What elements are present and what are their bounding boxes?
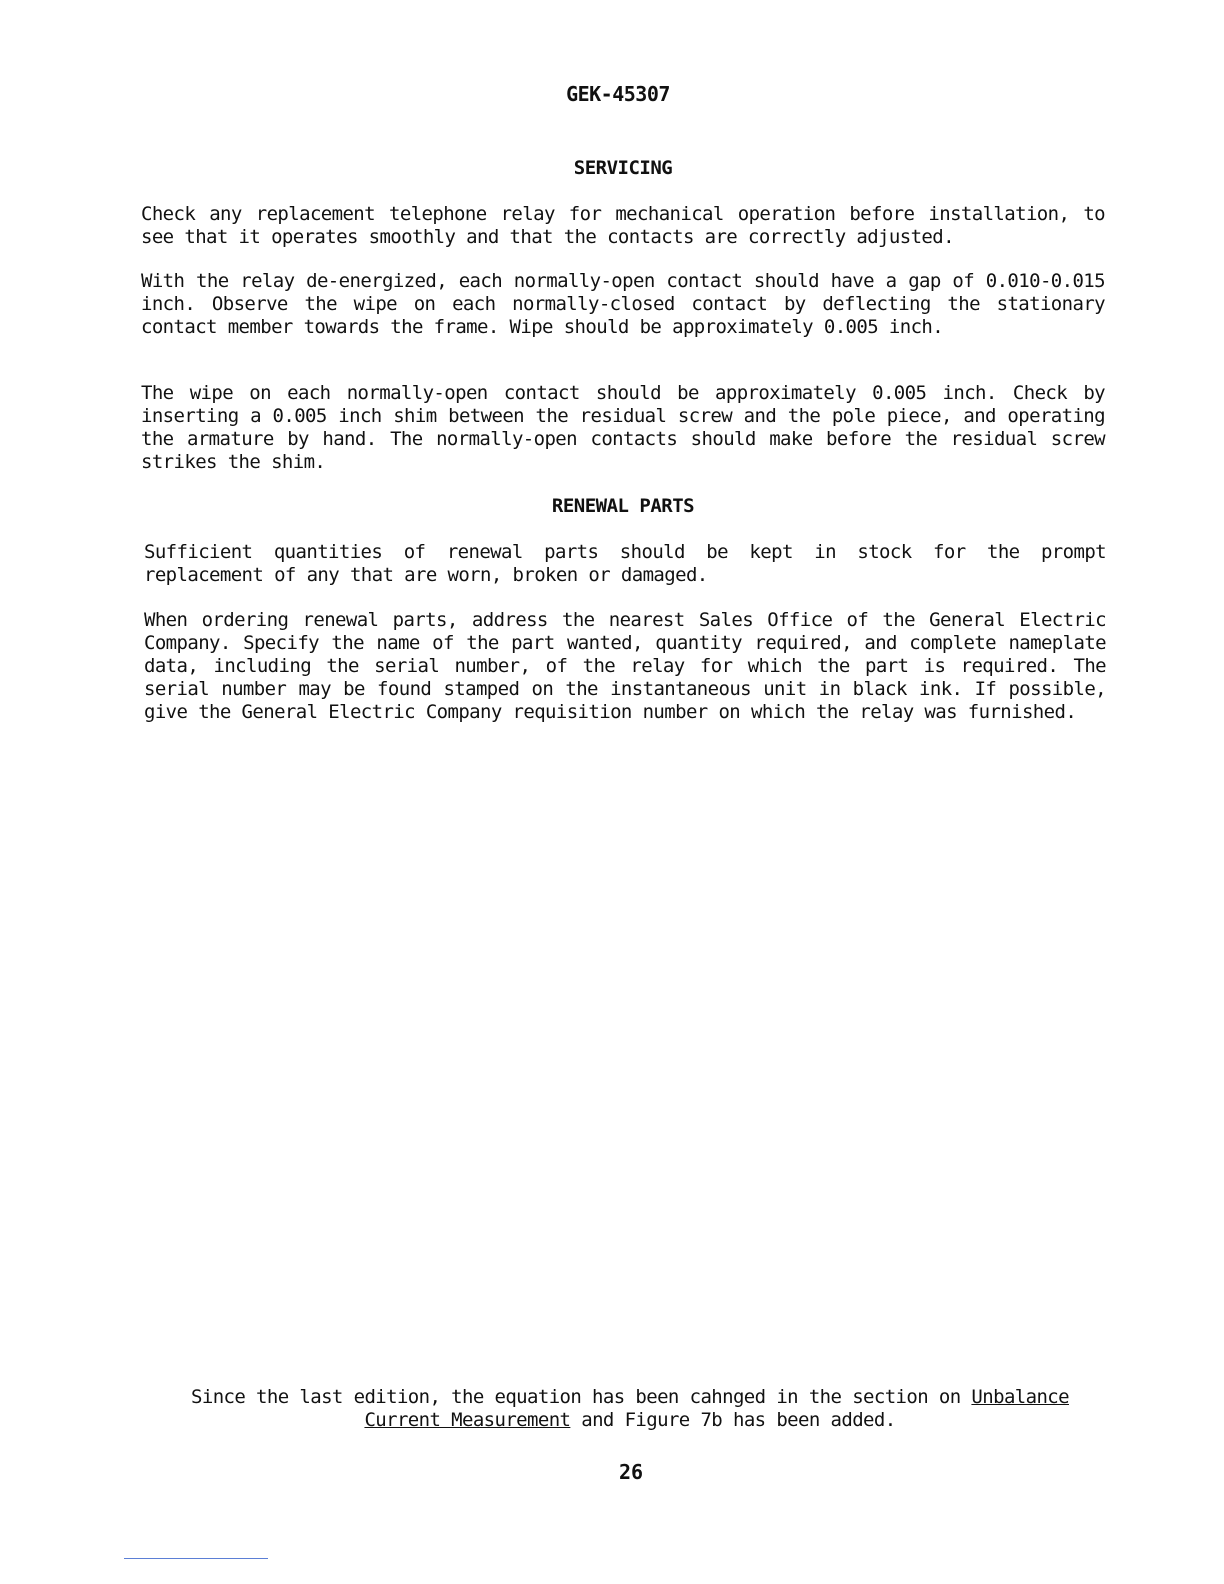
servicing-paragraph-1: Check any replacement telephone relay for mechanical operation before installation, to see that it operates smoothly and that the contacts are correctly adjusted. bbox=[141, 203, 1105, 248]
renewal-parts-heading: RENEWAL PARTS bbox=[551, 495, 695, 517]
renewal-paragraph-1: Sufficient quantities of renewal parts should be kept in stock for the prompt replacement of any that are worn, broken or damaged. bbox=[144, 541, 1106, 586]
revision-note bbox=[150, 1386, 1110, 1432]
servicing-heading: SERVICING bbox=[573, 157, 673, 179]
servicing-paragraph-3: The wipe on each normally-open contact should be approximately 0.005 inch. Check by inserting a 0.005 inch shim between the residual screw and the pole piece, and operating the armature by hand. The normally-open contacts should make before the residual screw strikes the shim. bbox=[141, 382, 1105, 473]
page-number: 26 bbox=[618, 1460, 644, 1484]
servicing-paragraph-2: With the relay de-energized, each normally-open contact should have a gap of 0.010-0.015 inch. Observe the wipe on each normally-closed contact by deflecting the stationary contact member towards the frame. Wipe should be approximately 0.005 inch. bbox=[141, 270, 1105, 338]
revision-note-text: Since the last edition, the equation has been cahnged in the section on bbox=[191, 1386, 972, 1408]
renewal-paragraph-2: When ordering renewal parts, address the nearest Sales Office of the General Electric Company. Specify the name of the part wanted, quantity required, and complete nameplate data, including the serial number, of the relay for which the part is required. The serial number may be found stamped on the instantaneous unit in black ink. If possible, give the General Electric Company requisition number on which the relay was furnished. bbox=[144, 609, 1106, 723]
revision-note-section-reference: Unbalance Current Measurement bbox=[364, 1386, 1069, 1431]
footnote-divider bbox=[124, 1558, 268, 1559]
revision-note-text-end: and Figure 7b has been added. bbox=[570, 1409, 896, 1431]
document-number: GEK-45307 bbox=[566, 82, 670, 106]
